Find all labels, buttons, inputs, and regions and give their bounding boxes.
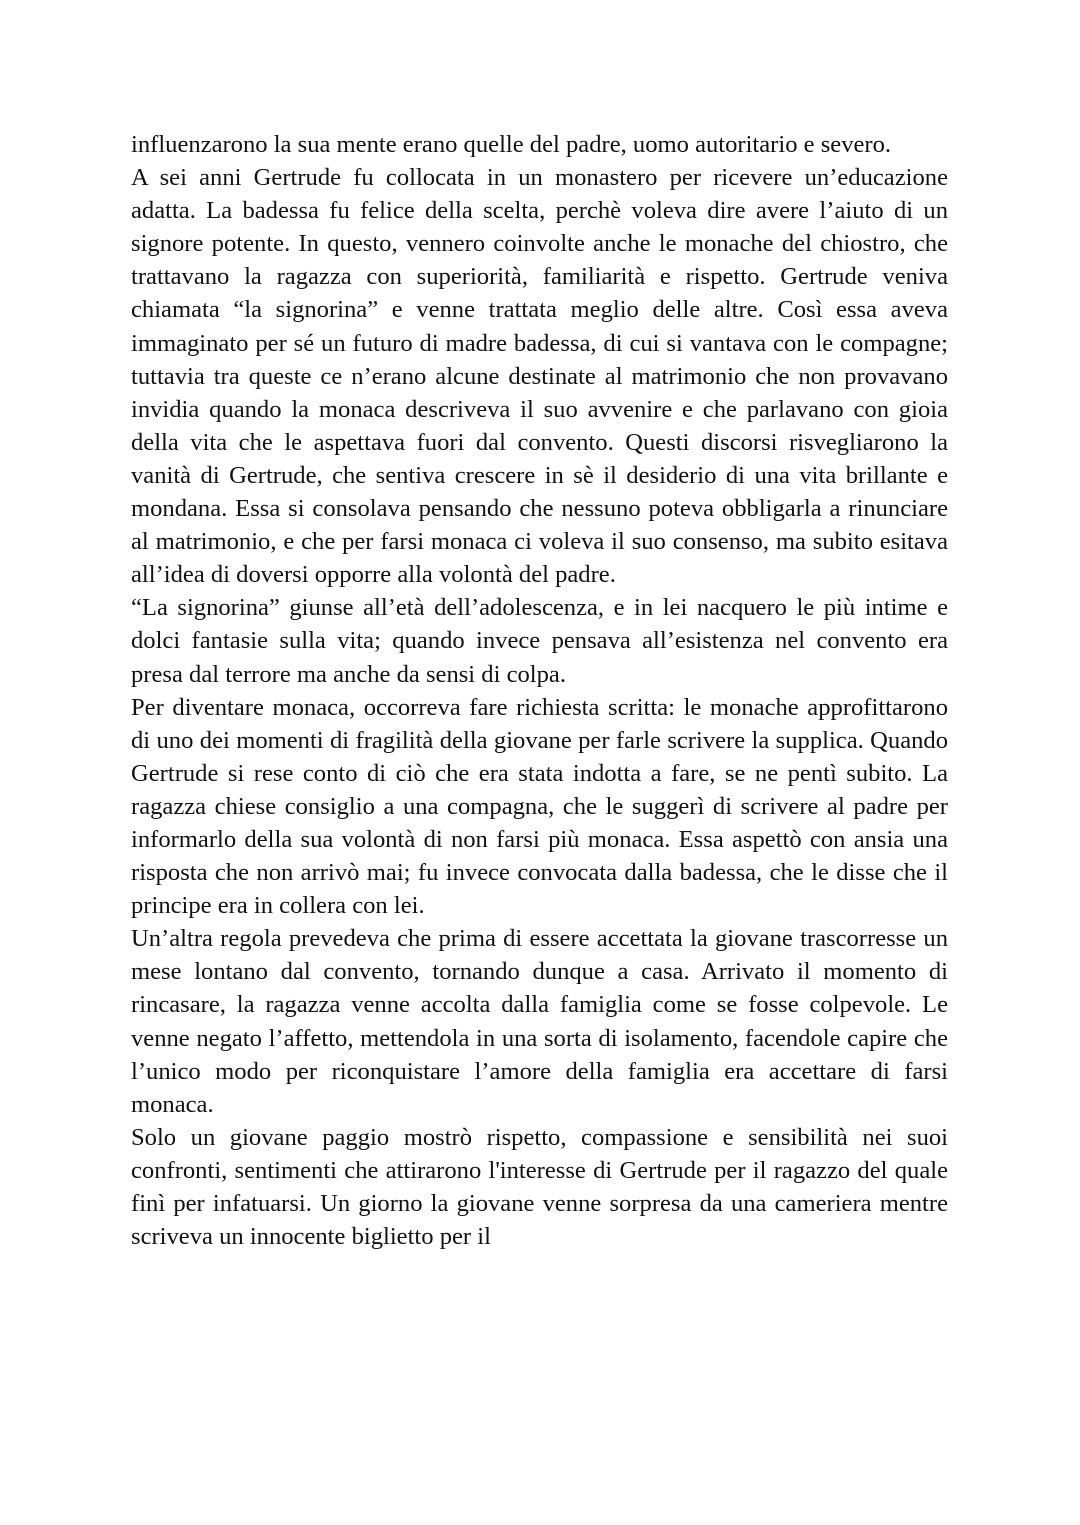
paragraph-ritorno-casa: Un’altra regola prevedeva che prima di essere accettata la giovane trascorresse un mese lontano dal convento, tornando dunque a casa. Arrivato il momento di rincasare, la ragazza venne accolta dalla famiglia come se fosse colpevole. Le venne negato l’affetto, mettendola in una sorta di isolamento, facendole capire che l’unico modo per riconquistare l’amore della famiglia era accettare di farsi monaca. <box>131 925 948 1118</box>
paragraph-supplica: Per diventare monaca, occorreva fare richiesta scritta: le monache approfittarono di uno dei momenti di fragilità della giovane per farle scrivere la supplica. Quando Gertrude si rese conto di ciò che era stata indotta a fare, se ne pentì subito. La ragazza chiese consiglio a una compagna, che le suggerì di scrivere al padre per informarlo della sua volontà di non farsi più monaca. Essa aspettò con ansia una risposta che non arrivò mai; fu invece convocata dalla badessa, che le disse che il principe era in collera con lei. <box>131 693 948 920</box>
paragraph-adolescenza: “La signorina” giunse all’età dell’adolescenza, e in lei nacquero le più intime e dolci fantasie sulla vita; quando invece pensava all’esistenza nel convento era presa dal terrore ma anche da sensi di colpa. <box>131 594 948 688</box>
paragraph-paggio: Solo un giovane paggio mostrò rispetto, compassione e sensibilità nei suoi confronti, sentimenti che attirarono l'interesse di Gertrude per il ragazzo del quale finì per infatuarsi. Un giorno la giovane venne sorpresa da una cameriera mentre scriveva un innocente biglietto per il <box>131 1123 948 1251</box>
document-page <box>131 128 948 1253</box>
paragraph-padre: influenzarono la sua mente erano quelle del padre, uomo autoritario e severo. <box>131 131 892 158</box>
paragraph-monastero: A sei anni Gertrude fu collocata in un monastero per ricevere un’educazione adatta. La badessa fu felice della scelta, perchè voleva dire avere l’aiuto di un signore potente. In questo, vennero coinvolte anche le monache del chiostro, che trattavano la ragazza con superiorità, familiarità e rispetto. Gertrude veniva chiamata “la signorina” e venne trattata meglio delle altre. Così essa aveva immaginato per sé un futuro di madre badessa, di cui si vantava con le compagne; tuttavia tra queste ce n’erano alcune destinate al matrimonio che non provavano invidia quando la monaca descriveva il suo avvenire e che parlavano con gioia della vita che le aspettava fuori dal convento. Questi discorsi risvegliarono la vanità di Gertrude, che sentiva crescere in sè il desiderio di una vita brillante e mondana. Essa si consolava pensando che nessuno poteva obbligarla a rinunciare al matrimonio, e che per farsi monaca ci voleva il suo consenso, ma subito esitava all’idea di doversi opporre alla volontà del padre. <box>131 164 948 589</box>
